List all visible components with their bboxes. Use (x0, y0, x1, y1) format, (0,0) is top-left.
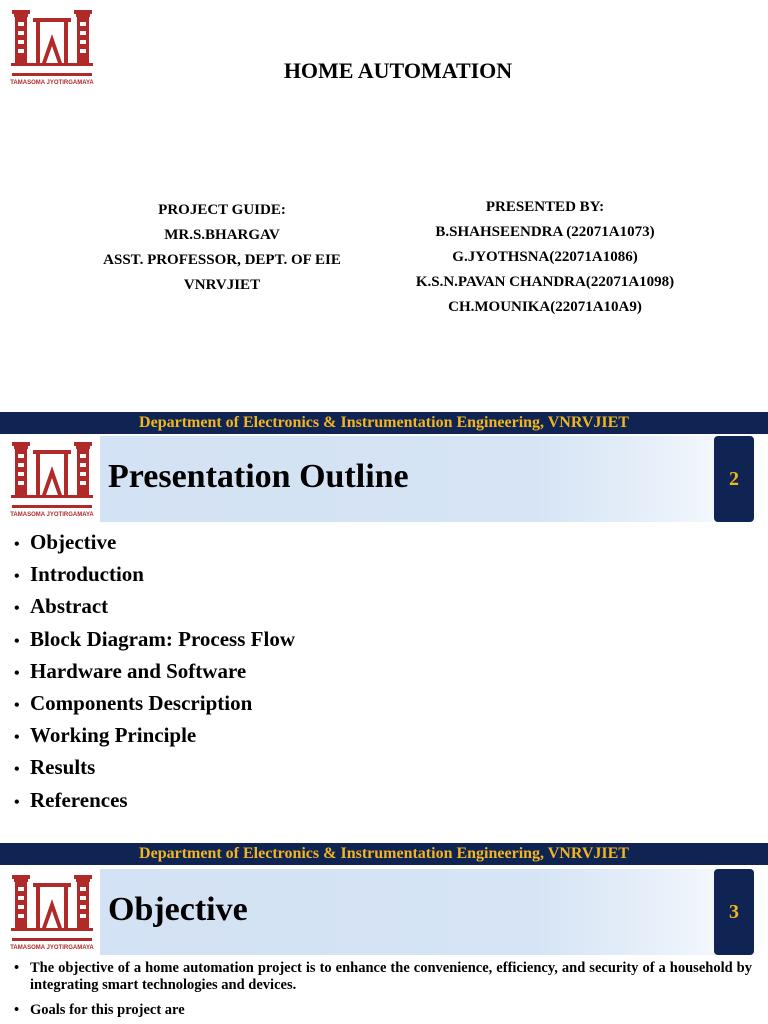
presenter-name: G.JYOTHSNA(22071A1086) (452, 249, 638, 265)
presenter-name: K.S.N.PAVAN CHANDRA(22071A1098) (415, 274, 675, 290)
list-item-label: Results (30, 755, 96, 780)
list-item (14, 590, 295, 622)
list-item-label: References (30, 787, 128, 812)
guide-designation: ASST. PROFESSOR, DEPT. OF EIE (103, 252, 341, 268)
institution-logo-graphic (9, 436, 95, 522)
list-item-label: Introduction (30, 562, 144, 587)
list-item (14, 751, 295, 783)
objective-paragraph (14, 960, 752, 994)
list-item-label: Components Description (30, 690, 253, 715)
objective-text (14, 960, 752, 1019)
department-footer: Department of Electronics & Instrumentation Engineering, VNRVJIET (0, 843, 768, 865)
list-item (14, 784, 295, 816)
institution-logo (9, 436, 95, 522)
bullet-icon: • (14, 696, 20, 714)
presentation-title: HOME AUTOMATION (283, 58, 513, 83)
list-item-label: Objective (30, 530, 117, 554)
list-item-label: Hardware and Software (30, 658, 247, 683)
list-item (14, 623, 295, 655)
slide-number: 3 (714, 869, 754, 955)
outline-list (14, 526, 295, 816)
institution-logo (9, 869, 95, 955)
list-item (14, 687, 295, 719)
bullet-icon: • (14, 536, 20, 553)
bullet-icon: • (14, 960, 20, 976)
paragraph-text: Goals for this project are (30, 1002, 185, 1018)
guide-name: MR.S.BHARGAV (164, 227, 280, 243)
bullet-icon: • (14, 761, 20, 779)
presenters-block (390, 195, 700, 320)
guide-heading: PROJECT GUIDE: (158, 202, 286, 218)
bullet-icon: • (14, 664, 20, 682)
slide-number: 2 (714, 436, 754, 522)
list-item-label: Block Diagram: Process Flow (30, 626, 295, 651)
department-footer: Department of Electronics & Instrumentation Engineering, VNRVJIET (0, 412, 768, 434)
slide-title: Presentation Outline (108, 458, 409, 495)
list-item-label: Abstract (30, 594, 109, 619)
guide-institute: VNRVJIET (183, 277, 261, 293)
institution-logo-graphic (9, 869, 95, 955)
bullet-icon: • (14, 632, 20, 650)
bullet-icon: • (14, 600, 20, 618)
slide-title: Objective (108, 891, 248, 928)
paragraph-text: The objective of a home automation project is to enhance the convenience, efficiency, and security of a household by integrating smart technologies and devices. (30, 960, 752, 993)
list-item (14, 558, 295, 590)
presenters-heading: PRESENTED BY: (485, 199, 605, 215)
list-item (14, 526, 295, 558)
bullet-icon: • (14, 793, 20, 811)
bullet-icon: • (14, 729, 20, 747)
list-item (14, 719, 295, 751)
list-item-label: Working Principle (30, 723, 197, 748)
project-guide-block (82, 198, 362, 298)
bullet-icon: • (14, 568, 20, 586)
objective-paragraph (14, 1002, 752, 1019)
presenter-name: CH.MOUNIKA(22071A10A9) (448, 299, 642, 315)
logo-caption: TAMASOMA JYOTIRGAMAYA (10, 80, 94, 86)
logo-caption: TAMASOMA JYOTIRGAMAYA (10, 512, 94, 518)
logo-caption: TAMASOMA JYOTIRGAMAYA (10, 945, 94, 951)
bullet-icon: • (14, 1002, 20, 1018)
list-item (14, 655, 295, 687)
presenter-name: B.SHAHSEENDRA (22071A1073) (435, 224, 655, 240)
